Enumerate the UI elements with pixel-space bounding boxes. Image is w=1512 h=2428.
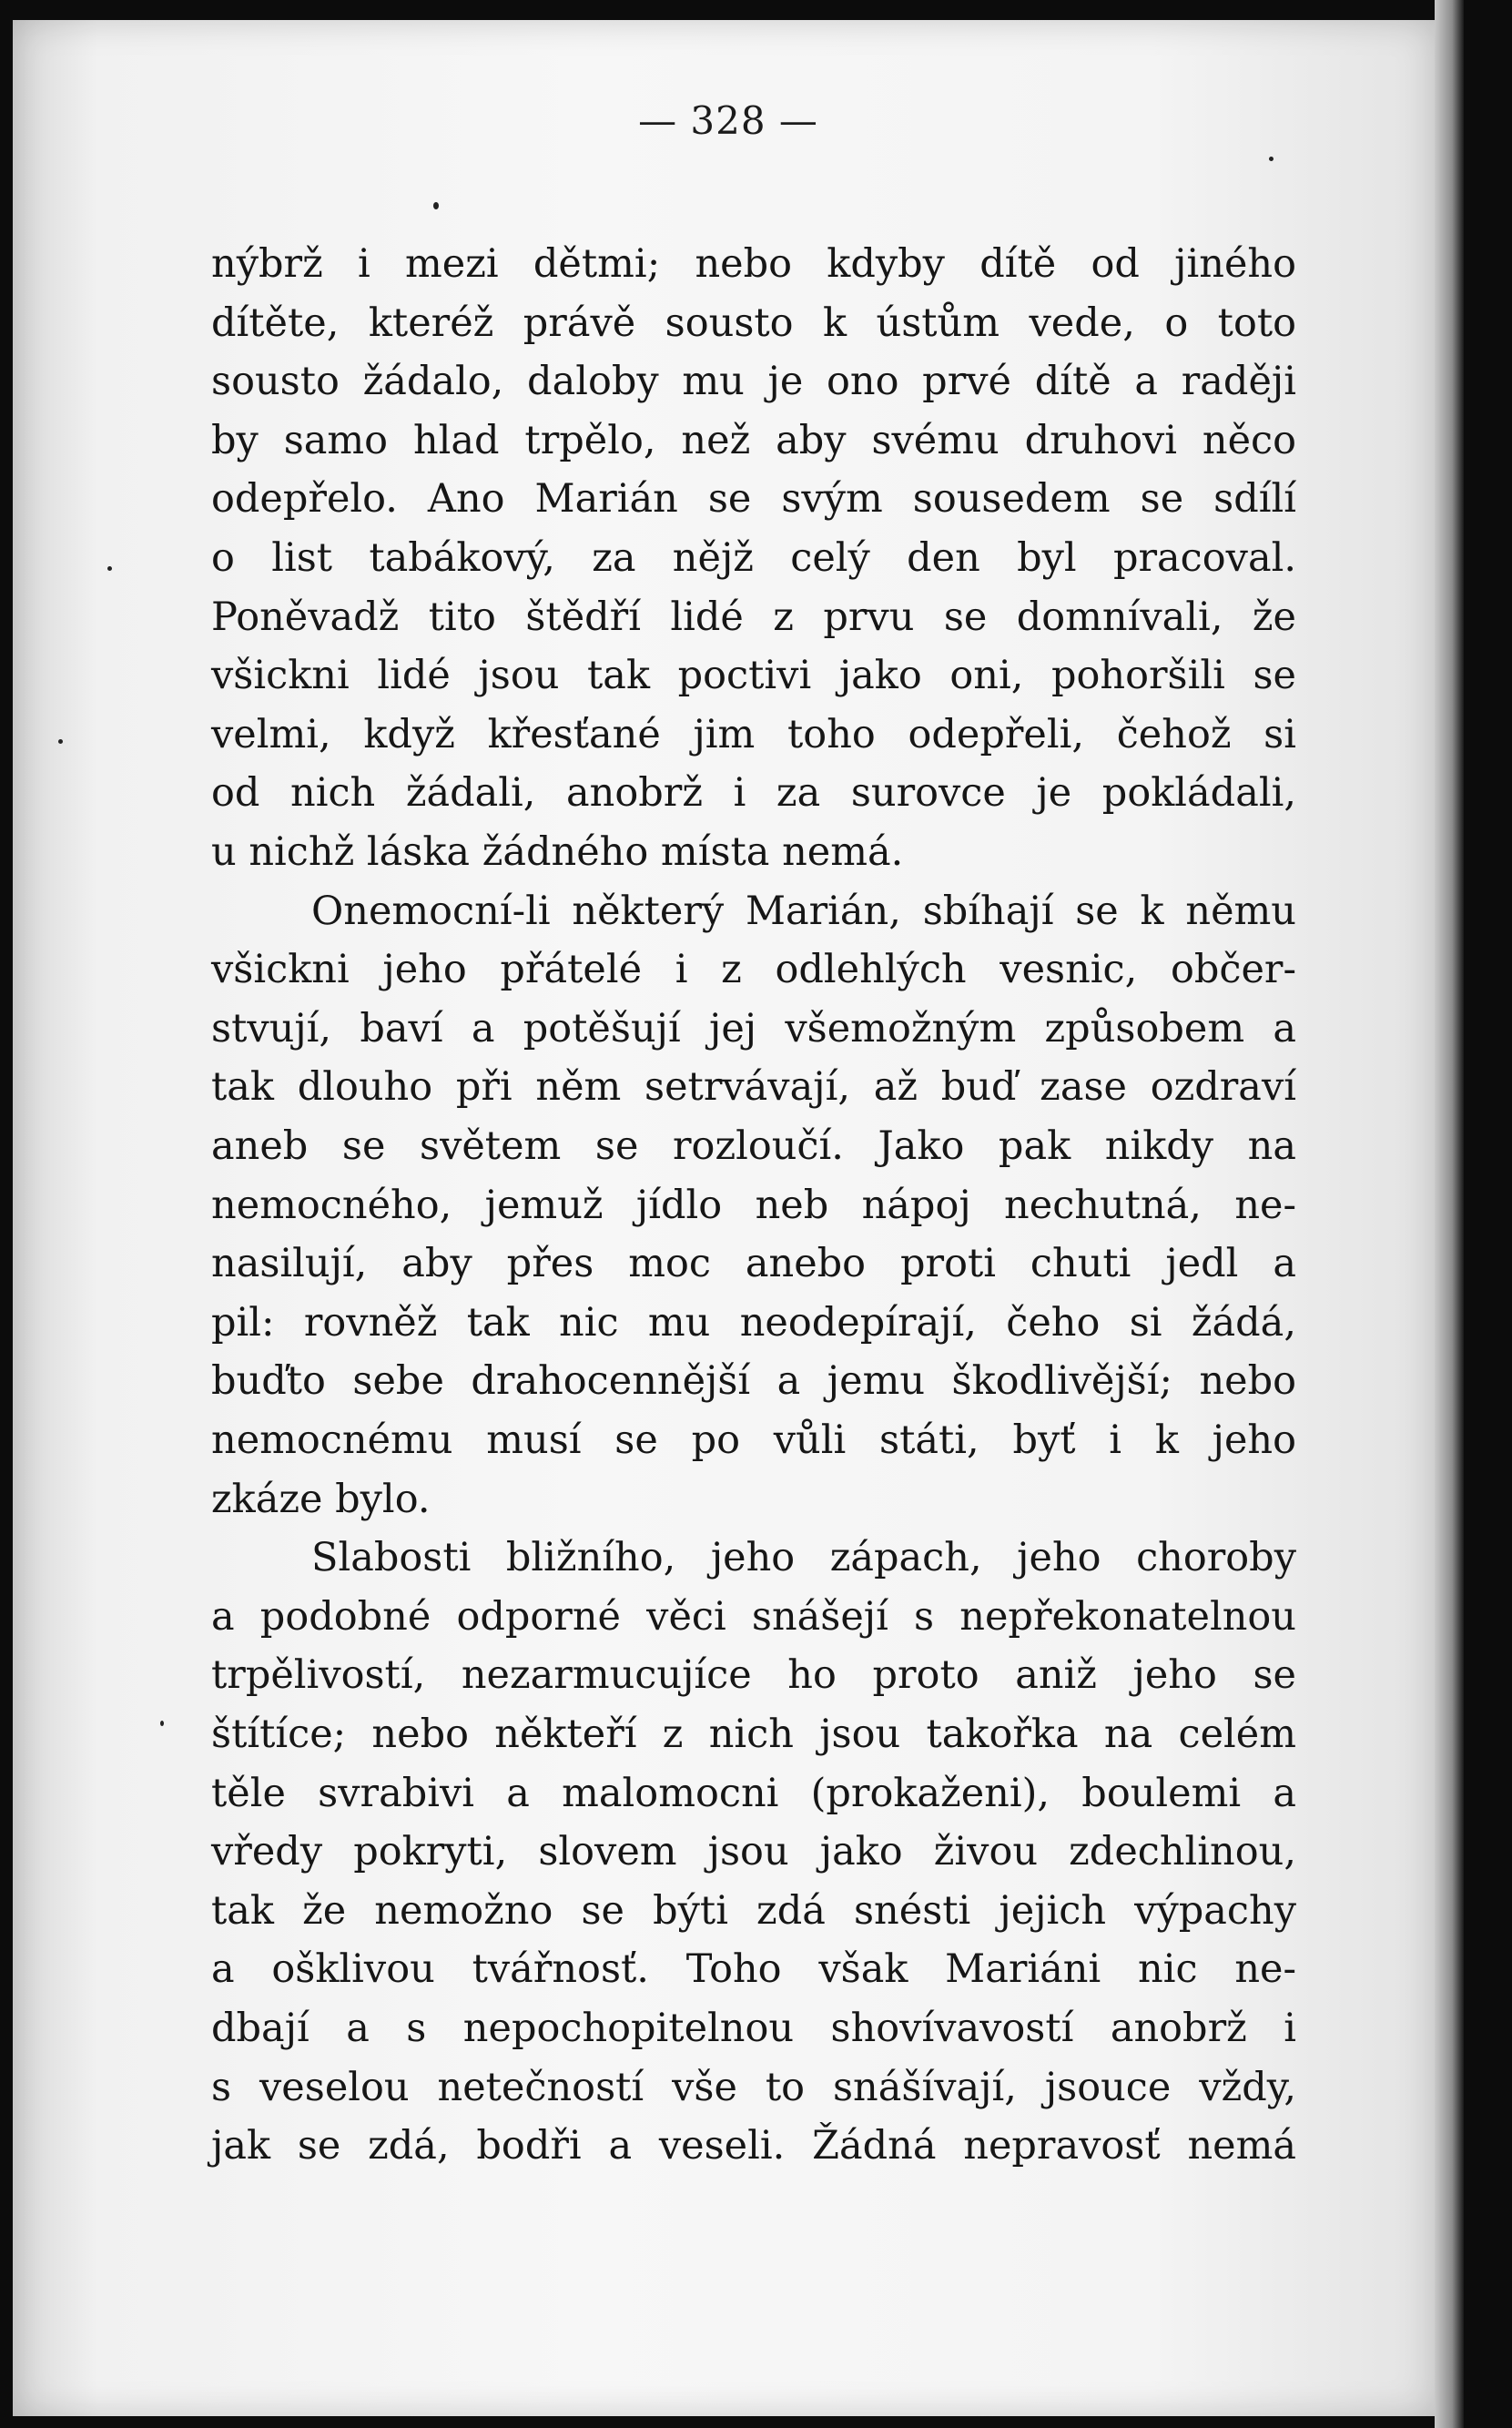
text-line: a ošklivou tvářnosť. Toho však Mariáni nic ne- xyxy=(211,1946,1296,1993)
text-line: s veselou netečností vše to snášívají, jsouce vždy, xyxy=(211,2064,1296,2110)
text-line: sousto žádalo, daloby mu je ono prvé dítě a raději xyxy=(211,359,1296,405)
text-line: tak že nemožno se býti zdá snésti jejich výpachy xyxy=(211,1887,1296,1934)
text-line: a podobné odporné věci snášejí s nepřekonatelnou xyxy=(211,1593,1296,1640)
paper-speck xyxy=(1269,157,1274,161)
text-line: Poněvadž tito štědří lidé z prvu se domnívali, že xyxy=(211,594,1296,640)
text-line: vředy pokryti, slovem jsou jako živou zdechlinou, xyxy=(211,1829,1296,1875)
text-line: od nich žádali, anobrž i za surovce je pokládali, xyxy=(211,770,1296,817)
book-gutter xyxy=(1435,0,1464,2428)
paper-speck xyxy=(107,566,112,571)
text-line: trpělivostí, nezarmucujíce ho proto aniž jeho se xyxy=(211,1652,1296,1699)
page-number: — 328 — xyxy=(638,98,818,143)
text-line: u nichž láska žádného místa nemá. xyxy=(211,829,904,875)
text-line: nasilují, aby přes moc anebo proti chuti jedl a xyxy=(211,1241,1296,1287)
text-line: tak dlouho při něm setrvávají, až buď zase ozdraví xyxy=(211,1064,1296,1111)
text-line: dítěte, kteréž právě sousto k ústům vede, o toto xyxy=(211,300,1296,346)
text-line: stvují, baví a potěšují jej všemožným způsobem a xyxy=(211,1005,1296,1051)
paper-speck xyxy=(433,202,439,209)
text-line: o list tabákový, za nějž celý den byl pracoval. xyxy=(211,535,1296,581)
text-line: zkáze bylo. xyxy=(211,1476,431,1522)
text-line: těle svrabivi a malomocni (prokaženi), boulemi a xyxy=(211,1770,1296,1816)
text-line: jak se zdá, bodři a veseli. Žádná nepravosť nemá xyxy=(211,2123,1296,2169)
text-line: nemocného, jemuž jídlo neb nápoj nechutná, ne- xyxy=(211,1182,1296,1228)
paper-speck xyxy=(58,739,63,744)
text-line: buďto sebe drahocennější a jemu škodlivější; nebo xyxy=(211,1358,1296,1405)
text-line: všickni jeho přátelé i z odlehlých vesnic, občer- xyxy=(211,947,1296,993)
text-line: velmi, když křesťané jim toho odepřeli, čehož si xyxy=(211,711,1296,757)
text-line: odepřelo. Ano Marián se svým sousedem se sdílí xyxy=(211,476,1296,523)
text-line: Onemocní-li některý Marián, sbíhají se k němu xyxy=(311,888,1296,934)
text-line: by samo hlad trpělo, než aby svému druhovi něco xyxy=(211,417,1296,463)
text-line: štítíce; nebo někteří z nich jsou takořka na celém xyxy=(211,1712,1296,1757)
text-line: aneb se světem se rozloučí. Jako pak nikdy na xyxy=(211,1123,1296,1169)
text-line: dbají a s nepochopitelnou shovívavostí anobrž i xyxy=(211,2006,1296,2051)
text-line: nemocnému musí se po vůli státi, byť i k jeho xyxy=(211,1417,1296,1463)
text-line: Slabosti bližního, jeho zápach, jeho choroby xyxy=(311,1535,1296,1581)
paper-speck xyxy=(160,1721,164,1726)
text-line: všickni lidé jsou tak poctivi jako oni, pohoršili se xyxy=(211,653,1296,699)
text-line: pil: rovněž tak nic mu neodepírají, čeho si žádá, xyxy=(211,1299,1296,1346)
text-line: nýbrž i mezi dětmi; nebo kdyby dítě od jiného xyxy=(211,241,1296,287)
